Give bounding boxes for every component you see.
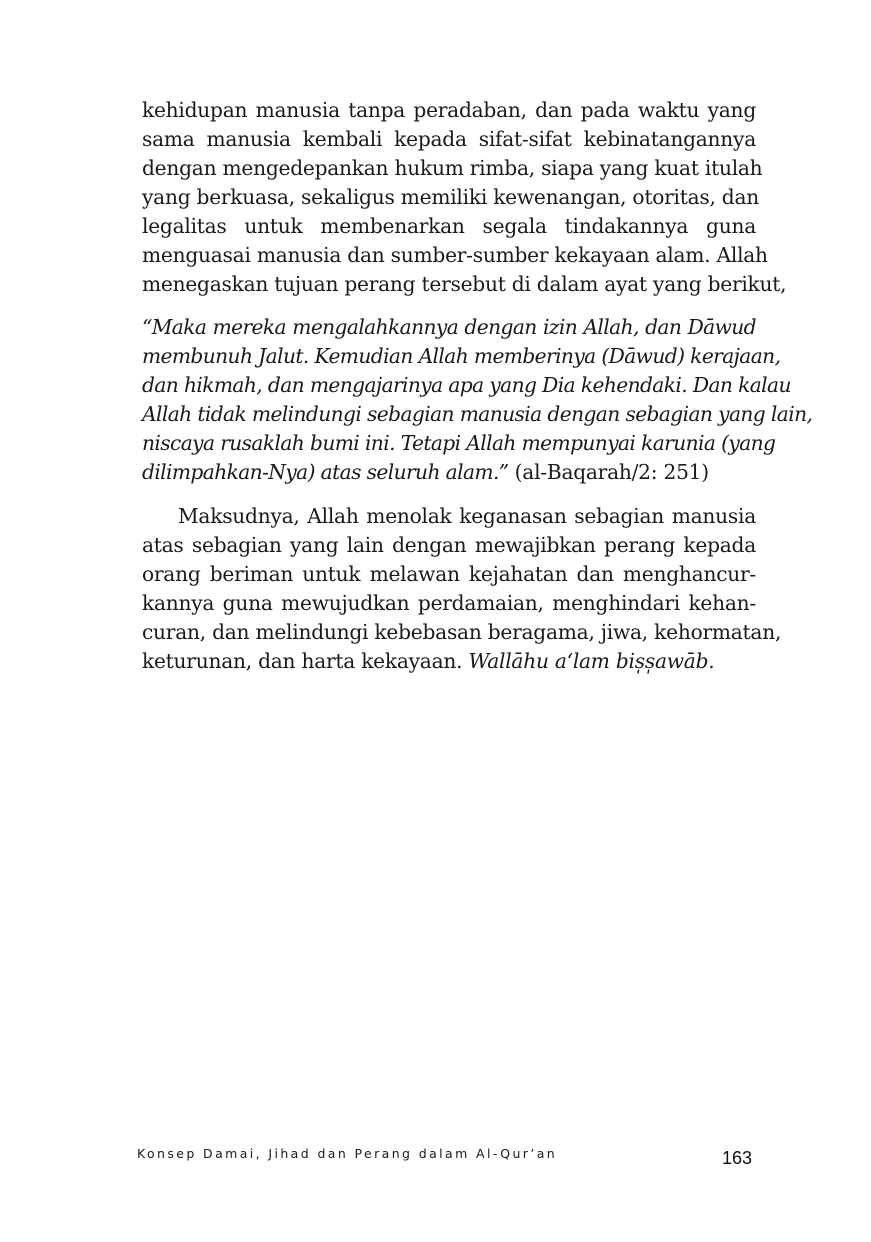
text-line: sama manusia kembali kepada sifat-sifat kebinatangannya [142, 127, 756, 151]
text-line: kannya guna mewujudkan perdamaian, menghindari kehan- [142, 591, 756, 615]
paragraph-explanation [142, 502, 782, 676]
page-number: 163 [722, 1148, 753, 1168]
text-line-final [142, 647, 756, 676]
quote-line: “Maka mereka mengalahkannya dengan izin Allah, dan Dāwud [142, 315, 756, 339]
page-body [142, 96, 813, 676]
quote-line: dilimpahkan-Nya) atas seluruh alam.” [142, 460, 509, 484]
paragraph-intro [142, 96, 787, 299]
quote-line: dan hikmah, dan mengajarinya apa yang Dia kehendaki. Dan kalau [142, 373, 791, 397]
text-line: orang beriman untuk melawan kejahatan dan menghancur- [142, 562, 756, 586]
text-line: atas sebagian yang lain dengan mewajibkan perang kepada [142, 533, 756, 557]
text-line: curan, dan melindungi kebebasan beragama, jiwa, kehormatan, [142, 620, 782, 644]
text-line: Maksudnya, Allah menolak keganasan sebagian manusia [178, 504, 756, 528]
closing-phrase: Wallāhu a‘lam bis̩s̩awāb. [468, 649, 715, 673]
text-line: dengan mengedepankan hukum rimba, siapa yang kuat itulah [142, 156, 763, 180]
quote-last-line [142, 458, 756, 487]
quote-line: Allah tidak melindungi sebagian manusia dengan sebagian yang lain, [142, 402, 813, 426]
quote-reference: (al-Baqarah/2: 251) [508, 460, 709, 484]
text-line: menegaskan tujuan perang tersebut di dalam ayat yang berikut, [142, 272, 787, 296]
quran-quote [142, 313, 813, 487]
quote-line: membunuh Jalut. Kemudian Allah memberinya (Dāwud) kerajaan, [142, 344, 781, 368]
text-line: keturunan, dan harta kekayaan. [142, 649, 469, 673]
text-line: menguasai manusia dan sumber-sumber kekayaan alam. Allah [142, 243, 768, 267]
text-line: legalitas untuk membenarkan segala tindakannya guna [142, 214, 756, 238]
quote-line: niscaya rusaklah bumi ini. Tetapi Allah mempunyai karunia (yang [142, 431, 776, 455]
running-footer-title: Konsep Damai, Jihad dan Perang dalam Al-Qur’an [137, 1146, 558, 1161]
text-line: kehidupan manusia tanpa peradaban, dan pada waktu yang [142, 98, 756, 122]
text-line: yang berkuasa, sekaligus memiliki kewenangan, otoritas, dan [142, 185, 760, 209]
